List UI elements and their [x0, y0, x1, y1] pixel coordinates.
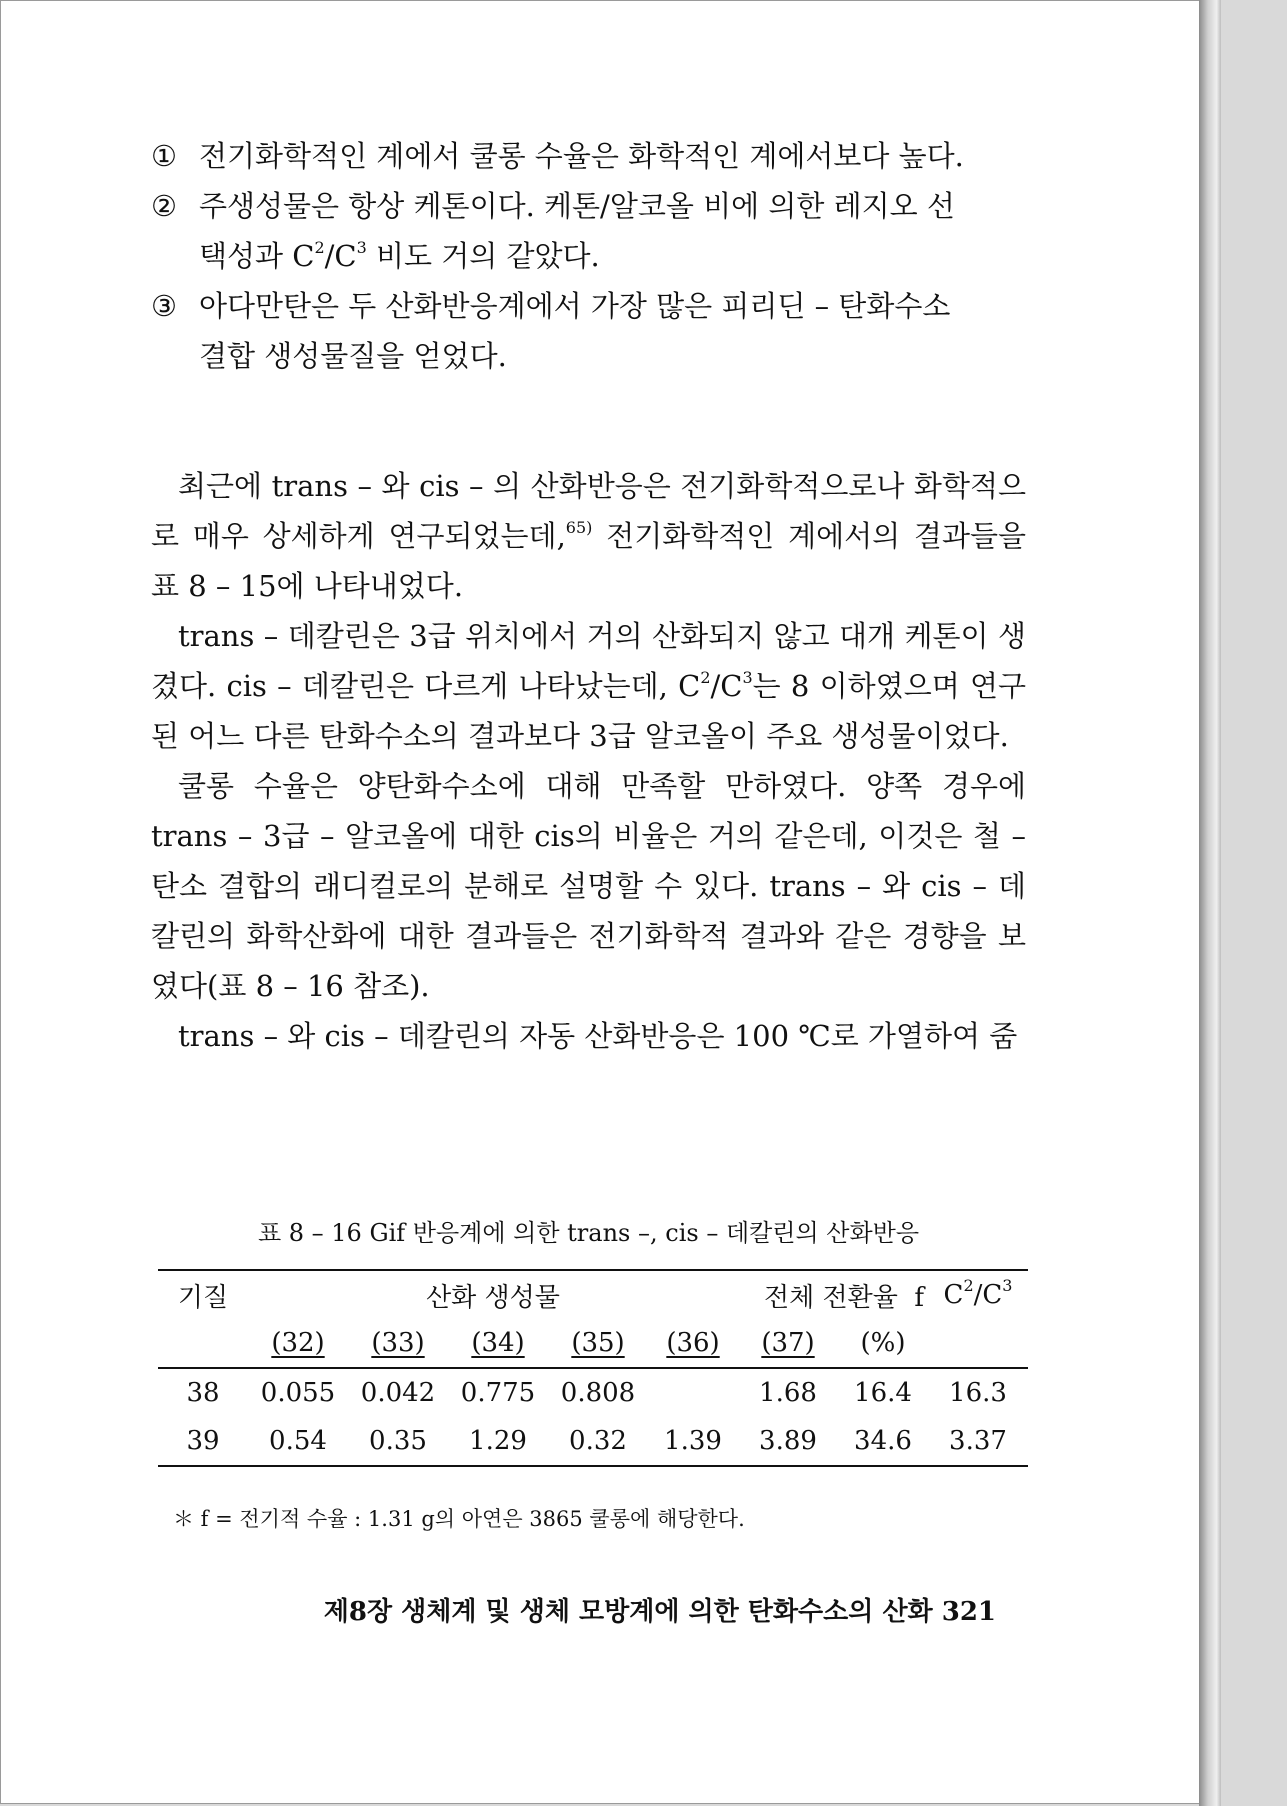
cell-substrate: 39: [186, 1426, 220, 1456]
numbered-list: [151, 131, 1026, 381]
cell-ratio: 16.3: [949, 1378, 1007, 1408]
cell-c32: 0.055: [260, 1378, 336, 1408]
header-substrate: 기질: [177, 1282, 229, 1313]
reference-mark: 65): [565, 518, 593, 538]
cell-f: 34.6: [854, 1426, 912, 1456]
paragraph-3: 쿨롱 수율은 양탄화수소에 대해 만족할 만하였다. 양쪽 경우에 trans – 3급 – 알코올에 대한 cis의 비율은 거의 같은데, 이것은 철 – 탄소 결합의 래디컬로의 분해로 설명할 수 있다. trans – 와 cis – 데칼린의 화학산화에 대한 결과들은 전기화학적 결과와 같은 경향을 보였다(표 8 – 16 참조).: [151, 769, 1026, 1003]
item-text: 전기화학적인 계에서 쿨롱 수율은 화학적인 계에서보다 높다.: [199, 139, 964, 173]
table-header-row-1: [158, 1270, 1028, 1319]
header-c33: (33): [371, 1328, 425, 1358]
item-text: 주생성물은 항상 케톤이다. 케톤/알코올 비에 의한 레지오 선: [199, 189, 955, 223]
header-ratio: $C^2/C^3$: [943, 1276, 1013, 1310]
cell-c34: 1.29: [469, 1426, 527, 1456]
cell-c33: 0.042: [360, 1378, 436, 1408]
item-number: ②: [151, 189, 177, 223]
cell-c36: [648, 1368, 738, 1417]
list-item-2-continuation: [151, 231, 1026, 281]
item-text: 아다만탄은 두 산화반응계에서 가장 많은 피리딘 – 탄화수소: [199, 289, 951, 323]
cell-c36: 1.39: [664, 1426, 722, 1456]
page-edge-shadow: [1199, 0, 1221, 1806]
list-item-3-continuation: [151, 331, 1026, 381]
list-item-3: [151, 281, 1026, 331]
cell-c32: 0.54: [269, 1426, 327, 1456]
header-percent: (%): [860, 1328, 906, 1358]
header-conversion: 전체 전환율 f: [763, 1282, 924, 1313]
running-footer: 제8장 생체계 및 생체 모방계에 의한 탄화수소의 산화 321: [323, 1597, 996, 1627]
header-c36: (36): [666, 1328, 720, 1358]
body-text: [151, 461, 1026, 1061]
list-item-1: [151, 131, 1026, 181]
table-row: [158, 1417, 1028, 1466]
table-footnote: ＊ f = 전기적 수율 : 1.31 g의 아연은 3865 쿨롱에 해당한다.: [173, 1507, 745, 1531]
item-text-continuation: 택성과 $C^2/C^3$ 비도 거의 같았다.: [199, 238, 600, 273]
table-caption: 표 8 – 16 Gif 반응계에 의한 trans –, cis – 데칼린의 산화반응: [257, 1219, 920, 1247]
table-header-row-2: [158, 1319, 1028, 1368]
item-number: ①: [151, 139, 177, 173]
cell-substrate: 38: [186, 1378, 220, 1408]
table-row: [158, 1368, 1028, 1417]
cell-c33: 0.35: [369, 1426, 427, 1456]
data-table: [158, 1269, 1028, 1467]
cell-c37: 3.89: [759, 1426, 817, 1456]
header-c34: (34): [471, 1328, 525, 1358]
cell-c35: 0.32: [569, 1426, 627, 1456]
paragraph-1: 최근에 trans – 와 cis – 의 산화반응은 전기화학적으로나 화학적으로 매우 상세하게 연구되었는데,$^{65)}$ 전기화학적인 계에서의 결과들을 표 8 – 15에 나타내었다.: [151, 469, 1026, 603]
header-c35: (35): [571, 1328, 625, 1358]
header-c32: (32): [271, 1328, 325, 1358]
cell-c37: 1.68: [759, 1378, 817, 1408]
cell-f: 16.4: [854, 1378, 912, 1408]
cell-ratio: 3.37: [949, 1426, 1007, 1456]
paragraph-2: trans – 데칼린은 3급 위치에서 거의 산화되지 않고 대개 케톤이 생겼다. cis – 데칼린은 다르게 나타났는데, $C^2/C^3$는 8 이하였으며 연구된 어느 다른 탄화수소의 결과보다 3급 알코올이 주요 생성물이었다.: [151, 619, 1027, 753]
cell-c35: 0.808: [560, 1378, 636, 1408]
paragraph-4: trans – 와 cis – 데칼린의 자동 산화반응은 100 ℃로 가열하여 줌: [178, 1019, 1018, 1053]
item-number: ③: [151, 289, 177, 323]
list-item-2: [151, 181, 1026, 231]
header-c37: (37): [761, 1328, 815, 1358]
item-text-continuation: 결합 생성물질을 얻었다.: [199, 339, 507, 373]
cell-c34: 0.775: [460, 1378, 536, 1408]
header-products: 산화 생성물: [426, 1282, 560, 1313]
